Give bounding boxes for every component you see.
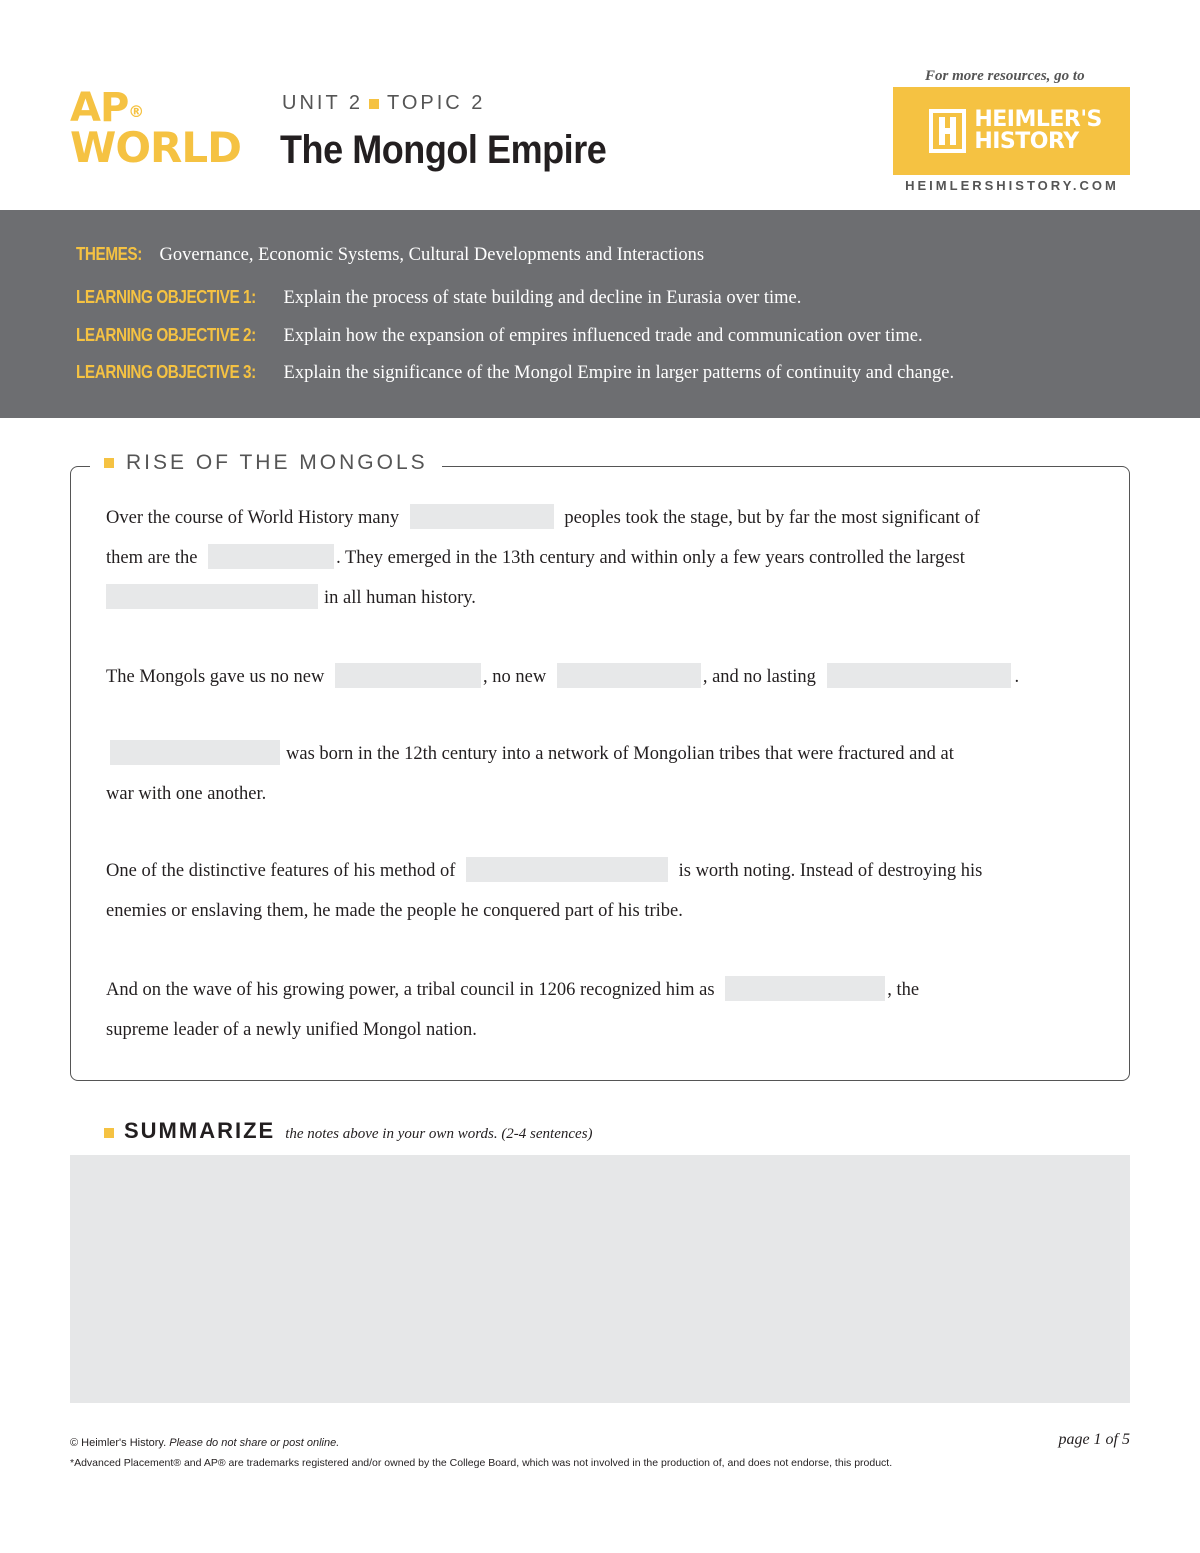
objective-row [76, 287, 801, 309]
text: And on the wave of his growing power, a tribal council in 1206 recognized him as [106, 980, 715, 1000]
themes-row [76, 244, 704, 266]
ap-world-logo: AP® WORLD [70, 85, 241, 172]
fill-in-blank[interactable] [466, 857, 668, 882]
objective-row [76, 325, 923, 347]
section-heading [90, 451, 442, 475]
text: in all human history. [324, 588, 476, 608]
fill-in-blank[interactable] [410, 504, 554, 529]
text: , and no lasting [702, 667, 816, 687]
text: is worth noting. Instead of destroying his [678, 861, 983, 881]
unit-topic-line [282, 92, 485, 115]
copyright: © Heimler's History. [70, 1437, 167, 1449]
text: war with one another. [106, 784, 267, 804]
topic-label: TOPIC 2 [386, 92, 486, 114]
objective-text: Explain the process of state building and decline in Eurasia over time. [283, 288, 802, 308]
share-notice: Please do not share or post online. [169, 1437, 340, 1449]
text: One of the distinctive features of his method of [106, 861, 456, 881]
objective-row [76, 362, 954, 384]
resources-label: For more resources, go to [925, 68, 1085, 84]
text: , the [887, 980, 920, 1000]
copyright-line [70, 1437, 339, 1449]
brand-logo-link[interactable] [893, 87, 1130, 175]
objective-label: LEARNING OBJECTIVE 3: [76, 362, 256, 382]
unit-label: UNIT 2 [282, 92, 363, 114]
text: them are the [106, 548, 198, 568]
page-title: The Mongol Empire [280, 128, 607, 172]
square-bullet-icon [369, 99, 379, 109]
themes-band [0, 210, 1200, 418]
summarize-hint: the notes above in your own words. (2-4 sentences) [285, 1126, 593, 1142]
paragraph [106, 498, 1096, 618]
text: Over the course of World History many [106, 508, 400, 528]
objective-text: Explain how the expansion of empires influenced trade and communication over time. [283, 326, 923, 346]
text: . [1014, 667, 1020, 687]
fill-in-blank[interactable] [557, 663, 701, 688]
paragraph [106, 851, 1096, 931]
objective-label: LEARNING OBJECTIVE 1: [76, 287, 256, 307]
themes-label: THEMES: [76, 244, 142, 264]
trademark-notice: *Advanced Placement® and AP® are trademarks registered and/or owned by the College Board, which was not involved in the production of, and does not endorse, this product. [70, 1457, 893, 1469]
text: enemies or enslaving them, he made the people he conquered part of his tribe. [106, 901, 683, 921]
summary-text-area[interactable] [70, 1155, 1130, 1403]
heimler-h-icon [929, 109, 966, 153]
fill-in-blank[interactable] [827, 663, 1011, 688]
themes-text: Governance, Economic Systems, Cultural Developments and Interactions [159, 245, 705, 265]
paragraph [106, 734, 1096, 814]
paragraph [106, 657, 1096, 697]
square-bullet-icon [104, 1128, 114, 1138]
objective-label: LEARNING OBJECTIVE 2: [76, 325, 256, 345]
square-bullet-icon [104, 458, 114, 468]
text: was born in the 12th century into a network of Mongolian tribes that were fractured and at [286, 744, 954, 764]
fill-in-blank[interactable] [335, 663, 481, 688]
summarize-label: SUMMARIZE [124, 1118, 276, 1143]
fill-in-blank[interactable] [106, 584, 318, 609]
fill-in-blank[interactable] [208, 544, 334, 569]
text: The Mongols gave us no new [106, 667, 325, 687]
page-number: page 1 of 5 [1058, 1431, 1130, 1448]
fill-in-blank[interactable] [725, 976, 885, 1001]
section-heading-text: RISE OF THE MONGOLS [126, 451, 428, 474]
summarize-heading [104, 1118, 593, 1144]
brand-name: HEIMLER'S HISTORY [974, 107, 1102, 154]
paragraph [106, 970, 1096, 1050]
text: . They emerged in the 13th century and within only a few years controlled the largest [336, 548, 965, 568]
objective-text: Explain the significance of the Mongol Empire in larger patterns of continuity and change. [283, 363, 955, 383]
fill-in-blank[interactable] [110, 740, 280, 765]
site-url-link[interactable]: HEIMLERSHISTORY.COM [905, 178, 1119, 193]
text: , no new [483, 667, 547, 687]
text: supreme leader of a newly unified Mongol nation. [106, 1020, 477, 1040]
text: peoples took the stage, but by far the most significant of [564, 508, 980, 528]
